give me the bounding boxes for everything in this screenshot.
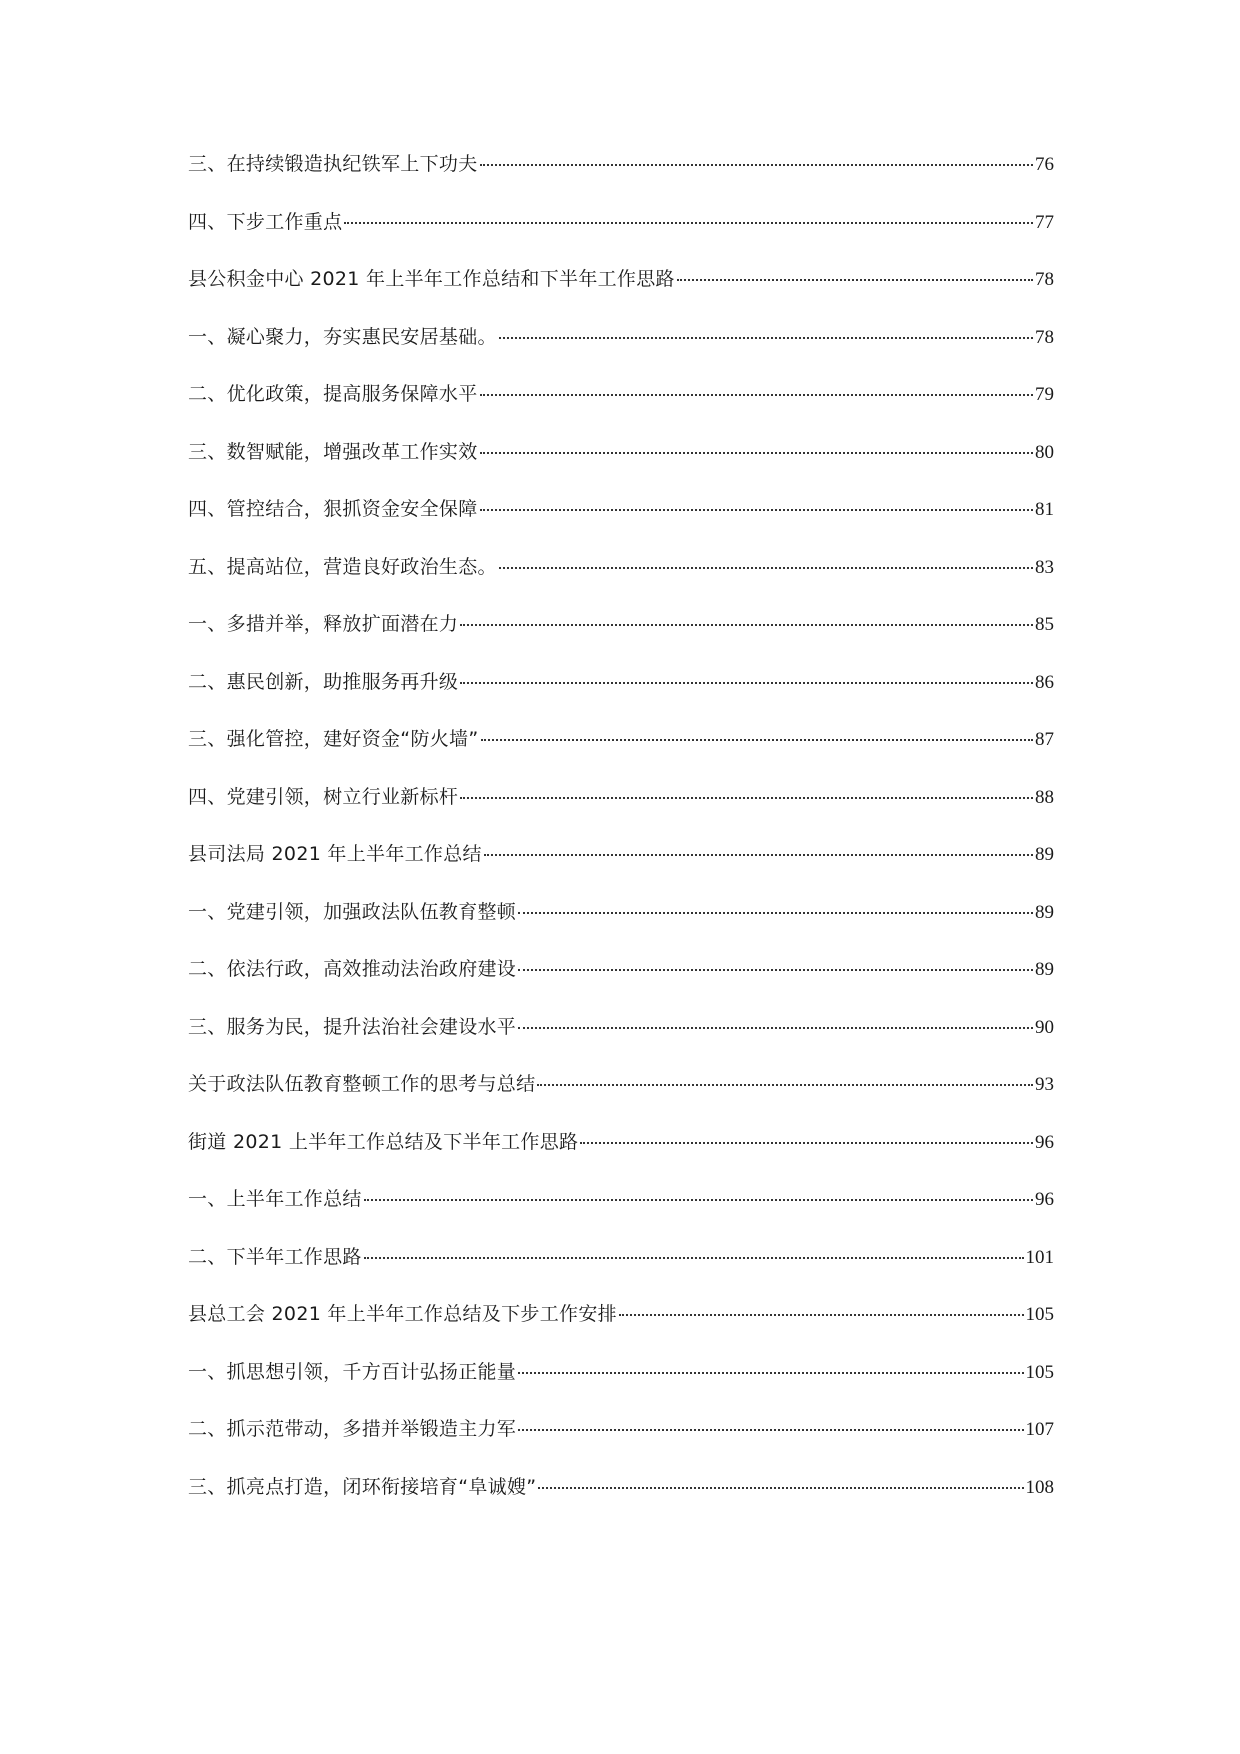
toc-entry[interactable] [188,612,1054,670]
toc-entry[interactable] [188,1187,1054,1245]
toc-entry[interactable] [188,842,1054,900]
toc-entry-page-number: 93 [1035,1074,1054,1095]
toc-entry-title: 关于政法队伍教育整顿工作的思考与总结 [188,1073,536,1095]
toc-entry[interactable] [188,440,1054,498]
toc-dot-leader [344,222,1033,224]
toc-entry[interactable] [188,1417,1054,1475]
toc-entry-page-number: 86 [1035,671,1054,693]
toc-entry-page-number: 76 [1035,154,1054,175]
toc-entry-title: 一、党建引领，加强政法队伍教育整顿 [188,900,517,923]
toc-entry-title: 四、党建引领，树立行业新标杆 [188,785,459,808]
toc-entry-title: 二、下半年工作思路 [188,1245,362,1268]
toc-entry-page-number: 85 [1035,614,1054,635]
toc-dot-leader [480,509,1033,511]
toc-entry[interactable] [188,555,1054,613]
toc-entry[interactable] [188,497,1054,555]
toc-entry[interactable] [188,1072,1054,1130]
toc-entry[interactable] [188,727,1054,785]
toc-entry-page-number: 88 [1035,786,1054,808]
toc-entry[interactable] [188,1015,1054,1073]
toc-entry-title: 三、抓亮点打造，闭环衔接培育“阜诚嫂” [188,1475,537,1498]
toc-entry-title: 五、提高站位，营造良好政治生态。 [188,555,497,578]
toc-entry-page-number: 101 [1025,1246,1054,1268]
toc-entry-title: 二、惠民创新，助推服务再升级 [188,670,459,693]
toc-entry[interactable] [188,267,1054,325]
toc-dot-leader [484,854,1033,856]
toc-entry-title: 二、优化政策，提高服务保障水平 [188,383,478,405]
toc-entry-title: 三、在持续锻造执纪铁军上下功夫 [188,153,478,175]
toc-entry[interactable] [188,325,1054,383]
toc-entry-title: 四、下步工作重点 [188,210,343,233]
toc-dot-leader [499,337,1033,339]
toc-entry-title: 三、数智赋能，增强改革工作实效 [188,440,478,463]
toc-entry-page-number: 78 [1035,269,1054,290]
toc-entry-title: 县公积金中心 2021 年上半年工作总结和下半年工作思路 [188,268,675,290]
toc-entry-page-number: 87 [1035,729,1054,750]
toc-dot-leader [518,912,1033,914]
toc-dot-leader [580,1142,1033,1144]
toc-dot-leader [460,624,1033,626]
toc-entry[interactable] [188,210,1054,268]
toc-entry[interactable] [188,1360,1054,1418]
toc-entry-page-number: 105 [1025,1361,1054,1383]
toc-entry[interactable] [188,785,1054,843]
toc-entry-page-number: 81 [1035,499,1054,520]
toc-entry-page-number: 79 [1035,384,1054,405]
toc-dot-leader [460,797,1033,799]
toc-entry-title: 一、多措并举，释放扩面潜在力 [188,613,459,635]
toc-dot-leader [480,164,1033,166]
toc-entry-page-number: 89 [1035,844,1054,865]
toc-dot-leader [480,394,1033,396]
toc-entry-page-number: 108 [1025,1476,1054,1498]
toc-entry-title: 一、上半年工作总结 [188,1188,362,1210]
toc-entry-page-number: 80 [1035,441,1054,463]
toc-entry-page-number: 90 [1035,1016,1054,1038]
toc-dot-leader [481,739,1034,741]
toc-dot-leader [538,1487,1023,1489]
toc-dot-leader [480,452,1033,454]
toc-entry-title: 三、强化管控，建好资金“防火墙” [188,728,479,750]
toc-entry-page-number: 107 [1025,1419,1054,1440]
toc-entry-page-number: 89 [1035,959,1054,980]
toc-dot-leader [619,1314,1024,1316]
toc-entry-title: 三、服务为民，提升法治社会建设水平 [188,1015,517,1038]
toc-entry-page-number: 96 [1035,1189,1054,1210]
toc-entry[interactable] [188,1245,1054,1303]
toc-entry-title: 四、管控结合，狠抓资金安全保障 [188,498,478,520]
toc-entry[interactable] [188,957,1054,1015]
toc-dot-leader [460,682,1033,684]
toc-entry-page-number: 96 [1035,1131,1054,1153]
toc-entry-title: 一、抓思想引领，千方百计弘扬正能量 [188,1360,517,1383]
toc-entry-title: 二、依法行政，高效推动法治政府建设 [188,958,517,980]
toc-dot-leader [518,969,1033,971]
toc-dot-leader [364,1257,1024,1259]
toc-entry[interactable] [188,670,1054,728]
toc-dot-leader [518,1372,1023,1374]
toc-dot-leader [518,1027,1033,1029]
toc-dot-leader [364,1199,1033,1201]
toc-entry-page-number: 77 [1035,211,1054,233]
toc-entry[interactable] [188,900,1054,958]
toc-entry-page-number: 89 [1035,901,1054,923]
toc-entry-title: 一、凝心聚力，夯实惠民安居基础。 [188,325,497,348]
toc-entry[interactable] [188,1475,1054,1533]
toc-entry-title: 二、抓示范带动，多措并举锻造主力军 [188,1418,517,1440]
toc-entry[interactable] [188,1302,1054,1360]
table-of-contents [188,152,1054,1532]
toc-dot-leader [518,1429,1023,1431]
toc-entry-title: 县司法局 2021 年上半年工作总结 [188,843,482,865]
toc-entry-page-number: 78 [1035,326,1054,348]
toc-dot-leader [537,1084,1033,1086]
toc-dot-leader [677,279,1033,281]
toc-entry[interactable] [188,382,1054,440]
toc-entry-title: 街道 2021 上半年工作总结及下半年工作思路 [188,1130,579,1153]
toc-entry-page-number: 105 [1025,1304,1054,1325]
toc-entry-title: 县总工会 2021 年上半年工作总结及下步工作安排 [188,1303,617,1325]
toc-entry-page-number: 83 [1035,556,1054,578]
toc-entry[interactable] [188,1130,1054,1188]
toc-entry[interactable] [188,152,1054,210]
toc-dot-leader [499,567,1033,569]
